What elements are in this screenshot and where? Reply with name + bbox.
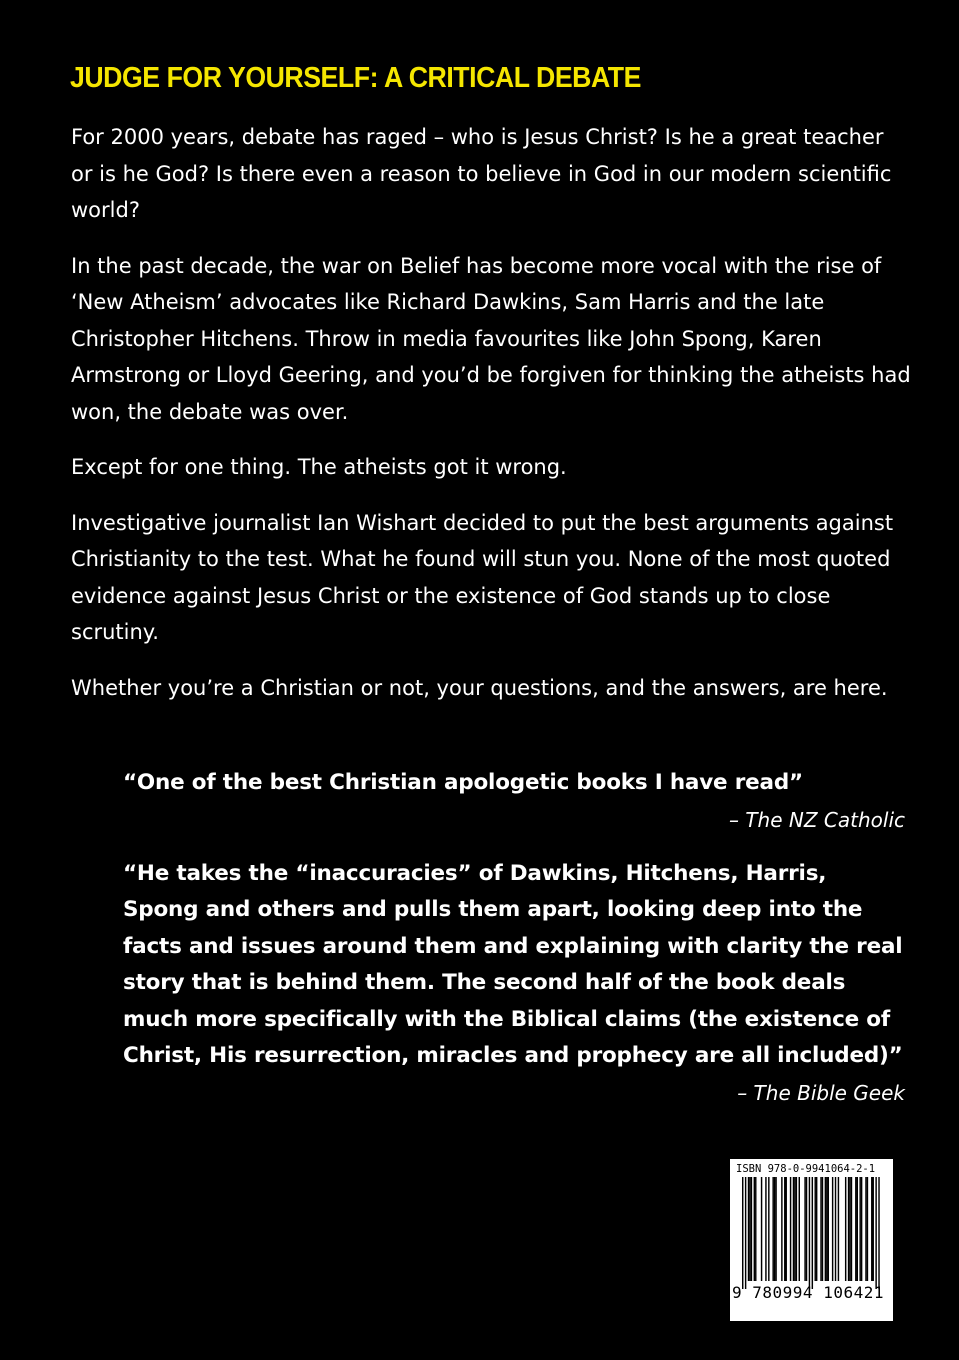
blurb	[71, 119, 911, 725]
cover-headline: JUDGE FOR YOURSELF: A CRITICAL DEBATE	[70, 62, 641, 94]
blurb-paragraph: Investigative journalist Ian Wishart decided to put the best arguments against Christianity to the test. What he found will stun you. None of the most quoted evidence against Jesus Christ or the existence of God stands up to close scrutiny.	[71, 510, 894, 644]
barcode-bar	[871, 1177, 872, 1281]
blurb-paragraph: Whether you’re a Christian or not, your questions, and the answers, are here.	[71, 675, 888, 700]
barcode-bar	[796, 1177, 797, 1281]
blurb-paragraph: Except for one thing. The atheists got it wrong.	[71, 455, 567, 479]
barcode-bar	[822, 1177, 823, 1281]
barcode-bar	[849, 1177, 850, 1281]
barcode-bar	[845, 1177, 846, 1281]
barcode-bar	[794, 1177, 795, 1281]
barcode-bar	[754, 1177, 755, 1281]
barcode-bar	[804, 1177, 805, 1281]
barcode-bar	[848, 1177, 849, 1281]
barcode-bar	[857, 1177, 858, 1281]
barcode-bar	[838, 1177, 839, 1281]
barcode-bar	[742, 1177, 743, 1289]
barcode-bar	[851, 1177, 852, 1281]
barcode-bar	[772, 1177, 773, 1281]
barcode-bar	[832, 1177, 833, 1281]
barcode-bar	[790, 1177, 791, 1281]
barcode-bar	[820, 1177, 821, 1281]
isbn-label: ISBN 978-0-9941064-2-1	[736, 1163, 876, 1175]
barcode-bar	[768, 1177, 769, 1281]
barcode-bar	[749, 1177, 750, 1281]
barcode-bar	[775, 1177, 776, 1281]
barcode-bar	[784, 1177, 785, 1281]
barcode-bar	[828, 1177, 829, 1281]
barcode-bar	[786, 1177, 787, 1281]
barcode-bar	[859, 1177, 860, 1281]
review-quotes	[123, 765, 905, 1129]
barcode-bar	[761, 1177, 762, 1281]
review-quote: “He takes the “inaccuracies” of Dawkins, Hitchens, Harris, Spong and others and pulls them apart, looking deep into the facts and issues around them and explaining with clarity the real story that is behind them. The second half of the book deals much more specifically with the Biblical claims (the existence of Christ, His resurrection, miracles and prophecy are all included)”	[123, 860, 903, 1068]
blurb-paragraph: For 2000 years, debate has raged – who is Jesus Christ? Is he a great teacher or is he God? Is there even a reason to believe in God in our modern scientific world?	[71, 125, 892, 222]
review-quote: “One of the best Christian apologetic books I have read”	[123, 770, 803, 795]
barcode-bar	[855, 1177, 856, 1281]
barcode-bar	[812, 1177, 813, 1289]
barcode-bar	[815, 1177, 816, 1281]
ean-digits: 9 780994 106421	[732, 1283, 884, 1302]
barcode-bar	[806, 1177, 807, 1281]
barcode-bar	[861, 1177, 862, 1281]
barcode-bar	[873, 1177, 874, 1281]
barcode-bar	[799, 1177, 800, 1281]
barcode-bar	[835, 1177, 836, 1281]
barcode-bar	[825, 1177, 826, 1281]
barcode-bar	[865, 1177, 866, 1281]
barcode-bar	[751, 1177, 752, 1281]
barcode-bar	[748, 1177, 749, 1281]
review-source: – The NZ Catholic	[728, 807, 905, 832]
blurb-paragraph: In the past decade, the war on Belief has become more vocal with the rise of ‘New Atheism’ advocates like Richard Dawkins, Sam Harris and the late Christopher Hitchens. Throw in media favourites like John Spong, Karen Armstrong or Lloyd Geering, and you’d be forgiven for thinking the atheists had won, the debate was over.	[71, 253, 911, 424]
barcode-bar	[793, 1177, 794, 1281]
barcode-bar	[826, 1177, 827, 1281]
barcode-bar	[816, 1177, 817, 1281]
barcode-bars-icon	[734, 1177, 889, 1289]
isbn-barcode	[730, 1159, 893, 1321]
barcode-bar	[774, 1177, 775, 1281]
review-source: – The Bible Geek	[737, 1080, 905, 1105]
barcode-bar	[765, 1177, 766, 1281]
barcode-bar	[875, 1177, 876, 1289]
barcode-bar	[867, 1177, 868, 1281]
barcode-bar	[781, 1177, 782, 1281]
barcode-bar	[745, 1177, 746, 1289]
barcode-bar	[755, 1177, 756, 1281]
barcode-bar	[878, 1177, 879, 1289]
barcode-bar	[809, 1177, 810, 1289]
